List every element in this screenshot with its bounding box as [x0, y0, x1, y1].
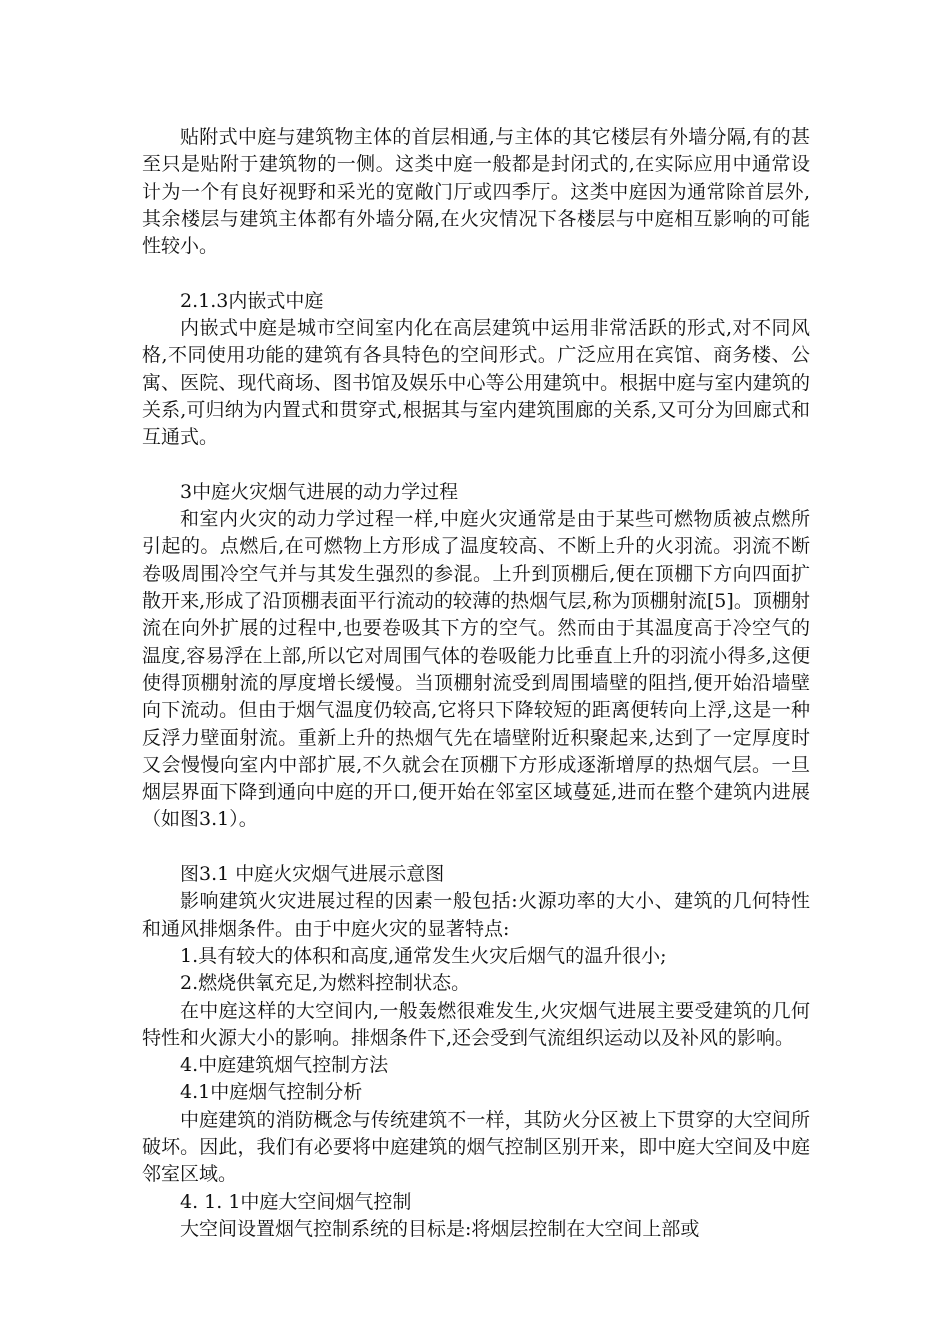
paragraph-influencing-factors: 影响建筑火灾进展过程的因素一般包括:火源功率的大小、建筑的几何特性和通风排烟条件。由于中庭火灾的显著特点: — [142, 890, 810, 940]
heading-4: 4.中庭建筑烟气控制方法 — [180, 1054, 389, 1077]
list-item-2: 2.燃烧供氧充足,为燃料控制状态。 — [180, 972, 471, 995]
paragraph-attached-atrium: 贴附式中庭与建筑物主体的首层相通,与主体的其它楼层有外墙分隔,有的甚至只是贴附于建筑物的一侧。这类中庭一般都是封闭式的,在实际应用中通常设计为一个有良好视野和采光的宽敞门厅或四季厅。这类中庭因为通常除首层外,其余楼层与建筑主体都有外墙分隔,在火灾情况下各楼层与中庭相互影响的可能性较小。 — [142, 126, 810, 258]
blank-line — [142, 452, 810, 479]
heading-4-1-1: 4. 1. 1中庭大空间烟气控制 — [180, 1190, 412, 1213]
blank-line — [142, 260, 810, 287]
list-item-1: 1.具有较大的体积和高度,通常发生火灾后烟气的温升很小; — [180, 944, 667, 967]
heading-4-1: 4.1中庭烟气控制分析 — [180, 1081, 363, 1104]
paragraph-large-space: 在中庭这样的大空间内,一般轰燃很难发生,火灾烟气进展主要受建筑的几何特性和火源大小的影响。排烟条件下,还会受到气流组织运动以及补风的影响。 — [142, 999, 810, 1049]
heading-3: 3中庭火灾烟气进展的动力学过程 — [180, 480, 459, 503]
blank-line — [142, 834, 810, 861]
paragraph-fire-dynamics: 和室内火灾的动力学过程一样,中庭火灾通常是由于某些可燃物质被点燃所引起的。点燃后,在可燃物上方形成了温度较高、不断上升的火羽流。羽流不断卷吸周围冷空气并与其发生强烈的参混。上升到顶棚后,便在顶棚下方向四面扩散开来,形成了沿顶棚表面平行流动的较薄的热烟气层,称为顶棚射流[5]。顶棚射流在向外扩展的过程中,也要卷吸其下方的空气。然而由于其温度高于冷空气的温度,容易浮在上部,所以它对周围气体的卷吸能力比垂直上升的羽流小得多,这便使得顶棚射流的厚度增长缓慢。当顶棚射流受到周围墙壁的阻挡,便开始沿墙壁向下流动。但由于烟气温度仍较高,它将只下降较短的距离便转向上浮,这是一种反浮力壁面射流。重新上升的热烟气先在墙壁附近积聚起来,达到了一定厚度时又会慢慢向室内中部扩展,不久就会在顶棚下方形成逐渐增厚的热烟气层。一旦烟层界面下降到通向中庭的开口,便开始在邻室区域蔓延,进而在整个建筑内进展（如图3.1）。 — [142, 508, 810, 831]
paragraph-embedded-atrium: 内嵌式中庭是城市空间室内化在高层建筑中运用非常活跃的形式,对不同风格,不同使用功能的建筑有各具特色的空间形式。广泛应用在宾馆、商务楼、公寓、医院、现代商场、图书馆及娱乐中心等公用建筑中。根据中庭与室内建筑的关系,可归纳为内置式和贯穿式,根据其与室内建筑围廊的关系,又可分为回廊式和互通式。 — [142, 317, 810, 449]
heading-2-1-3: 2.1.3内嵌式中庭 — [180, 289, 324, 312]
figure-caption-3-1: 图3.1 中庭火灾烟气进展示意图 — [180, 863, 445, 886]
paragraph-large-space-goal: 大空间设置烟气控制系统的目标是:将烟层控制在大空间上部或 — [180, 1217, 700, 1240]
document-body — [142, 124, 810, 1243]
paragraph-smoke-control-analysis: 中庭建筑的消防概念与传统建筑不一样，其防火分区被上下贯穿的大空间所破坏。因此，我们有必要将中庭建筑的烟气控制区别开来，即中庭大空间及中庭邻室区域。 — [142, 1108, 810, 1186]
